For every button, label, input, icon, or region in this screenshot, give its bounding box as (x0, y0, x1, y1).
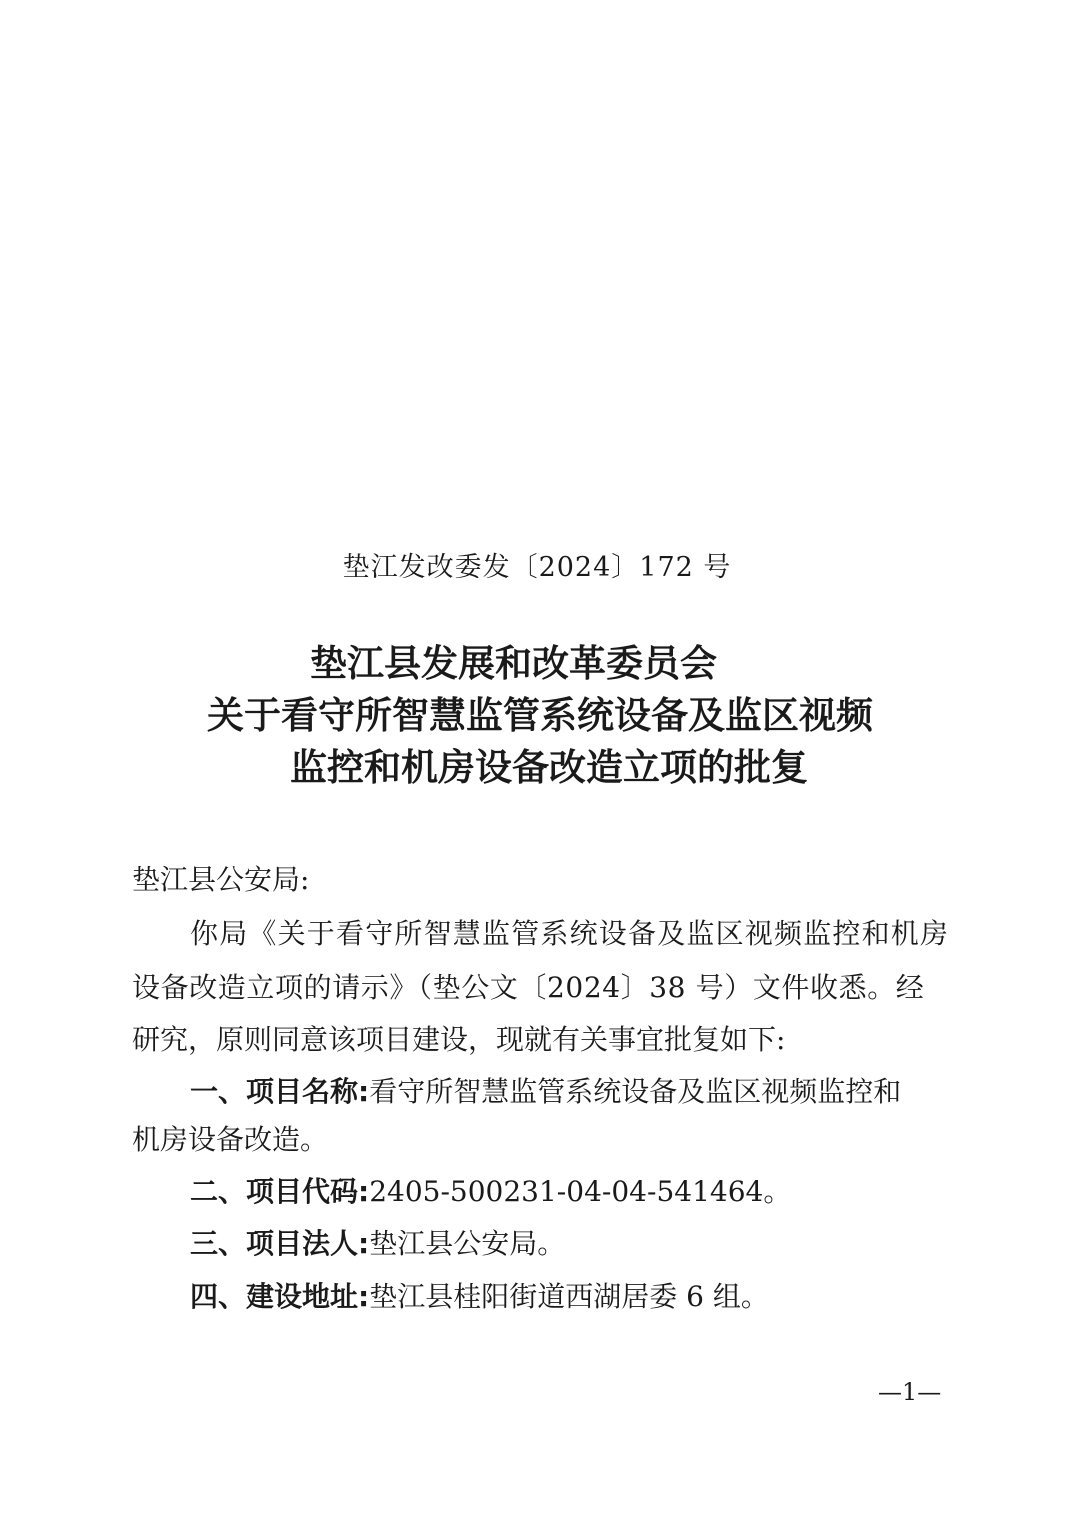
item-1 (190, 1070, 901, 1110)
doc-number: 垫江发改委发〔2024〕172 号 (342, 552, 732, 583)
item-4-label: 四、建设地址: (190, 1280, 370, 1313)
item-3-value: 垫江县公安局。 (369, 1227, 566, 1260)
item-1-value: 看守所智慧监管系统设备及监区视频监控和 (369, 1075, 902, 1108)
item-3-label: 三、项目法人: (190, 1227, 370, 1260)
intro-line-2: 设备改造立项的请示》（垫公文〔2024〕38 号）文件收悉。经 (132, 971, 925, 1004)
title-line-2: 关于看守所智慧监管系统设备及监区视频 (207, 694, 873, 737)
intro-line-1: 你局《关于看守所智慧监管系统设备及监区视频监控和机房 (190, 917, 950, 950)
item-4-value: 垫江县桂阳街道西湖居委 6 组。 (369, 1280, 769, 1313)
item-2-value: 2405-500231-04-04-541464。 (369, 1175, 792, 1208)
item-3 (190, 1222, 565, 1262)
addressee: 垫江县公安局: (132, 863, 310, 896)
item-2 (190, 1170, 791, 1210)
item-2-label: 二、项目代码: (190, 1175, 370, 1208)
item-1-label: 一、项目名称: (190, 1075, 370, 1108)
item-1-continued: 机房设备改造。 (132, 1123, 329, 1156)
page-number: —1— (878, 1378, 942, 1406)
item-4 (190, 1275, 769, 1315)
intro-line-3: 研究，原则同意该项目建设，现就有关事宜批复如下: (132, 1023, 786, 1056)
title-line-3: 监控和机房设备改造立项的批复 (290, 746, 808, 789)
title-line-1: 垫江县发展和改革委员会 (310, 642, 717, 685)
